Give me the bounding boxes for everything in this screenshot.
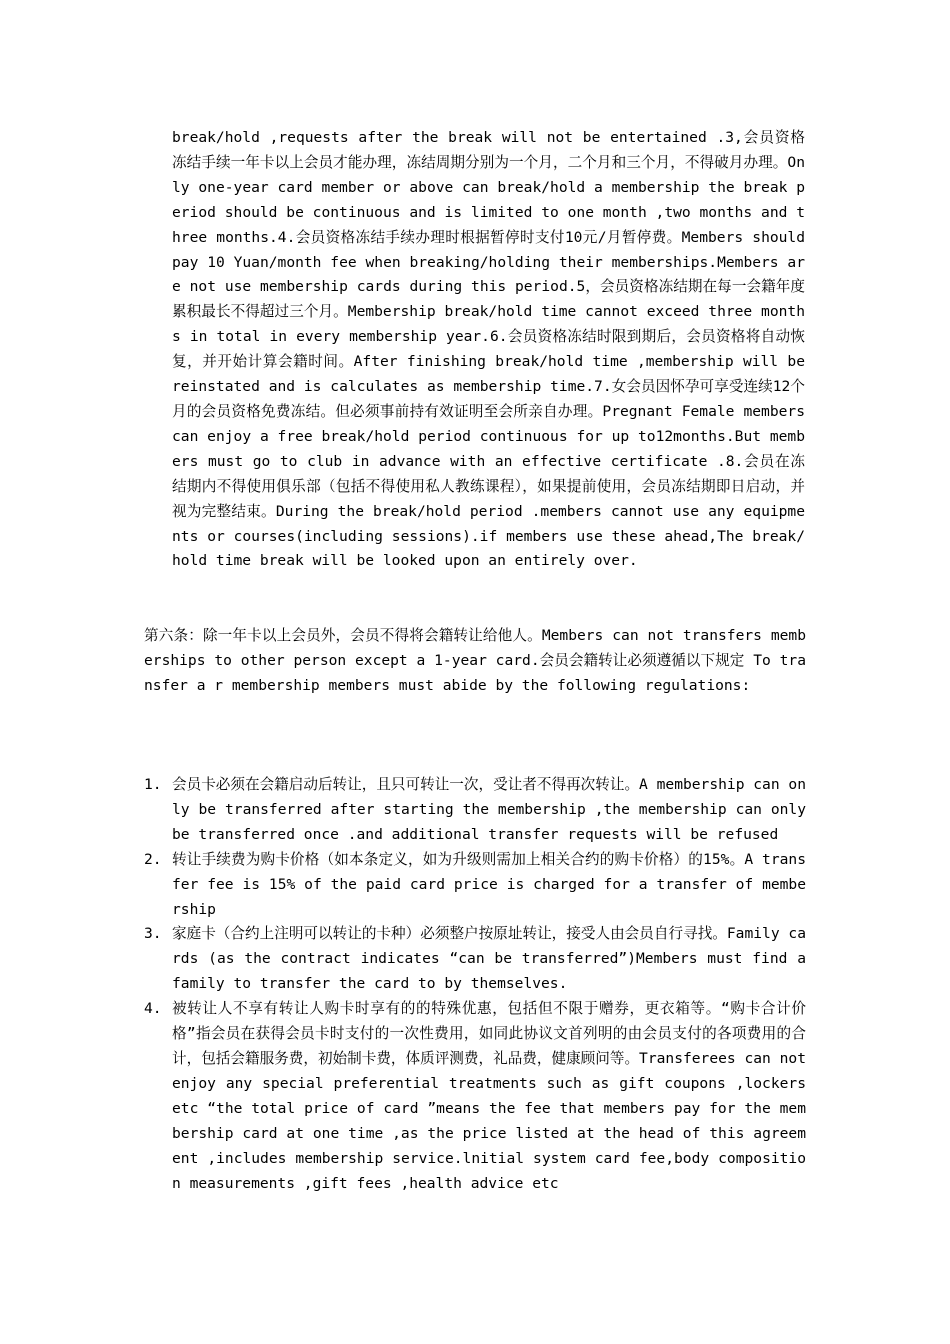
list-item-number: 3. xyxy=(144,925,162,943)
list-item-number: 4. xyxy=(144,1000,162,1018)
list-item-text: 被转让人不享有转让人购卡时享有的的特殊优惠，包括但不限于赠券，更衣箱等。“购卡合计价格”指会员在获得会员卡时支付的一次性费用，如同此协议文首列明的由会员支付的各项费用的合计，包括会籍服务费，初始制卡费，体质评测费，礼品费，健康顾问等。Transferees can not enjoy any special preferential treatments such as gift coupons ,lockers etc “the total price of card ”means the fee that members pay for the membership card at one time ,as the price listed at the head of this agreement ,includes membership service.lnitial system card fee,body composition measurements ,gift fees ,health advice etc xyxy=(172,1000,806,1192)
break-hold-rules-paragraph: break/hold ,requests after the break will not be entertained .3,会员资格冻结手续一年卡以上会员才能办理，冻结周期分别为一个月，二个月和三个月，不得破月办理。Only one-year card member or above can break/hold a membership the break period should be continuous and is limited to one month ,two months and three months.4.会员资格冻结手续办理时根据暂停时支付10元/月暂停费。Members should pay 10 Yuan/month fee when breaking/holding their memberships.Members are not use membership cards during this period.5，会员资格冻结期在每一会籍年度累积最长不得超过三个月。Membership break/hold time cannot exceed three months in total in every membership year.6.会员资格冻结时限到期后，会员资格将自动恢复，并开始计算会籍时间。After finishing break/hold time ,membership will be reinstated and is calculates as membership time.7.女会员因怀孕可享受连续12个月的会员资格免费冻结。但必须事前持有效证明至会所亲自办理。Pregnant Female members can enjoy a free break/hold period continuous for up to12months.But members must go to club in advance with an effective certificate .8.会员在冻结期内不得使用俱乐部（包括不得使用私人教练课程），如果提前使用，会员冻结期即日启动，并视为完整结束。During the break/hold period .members cannot use any equipments or courses(including sessions).if members use these ahead,The break/hold time break will be looked upon an entirely over. xyxy=(172,129,805,570)
transfer-regulation-item xyxy=(144,997,806,1196)
list-item-number: 2. xyxy=(144,850,162,868)
list-item-number: 1. xyxy=(144,776,162,793)
article-six-heading-paragraph: 第六条：除一年卡以上会员外，会员不得将会籍转让给他人。Members can not transfers memberships to other person except a 1-year card.会员会籍转让必须遵循以下规定 To transfer a r membership members must abide by the following regulations: xyxy=(144,627,806,694)
transfer-regulation-item xyxy=(144,848,806,923)
list-item-text: 会员卡必须在会籍启动后转让，且只可转让一次，受让者不得再次转让。A membership can only be transferred after starting the membership ,the membership can only be transferred once .and additional transfer requests will be refused xyxy=(172,776,806,843)
list-item-text: 家庭卡（合约上注明可以转让的卡种）必须整户按原址转让，接受人由会员自行寻找。Family cards (as the contract indicates “can be transferred”)Members must find a family to transfer the card to by themselves. xyxy=(172,925,806,993)
transfer-regulation-item xyxy=(144,922,806,997)
transfer-regulations-list xyxy=(144,773,806,1196)
transfer-regulation-item xyxy=(144,773,806,848)
list-item-text: 转让手续费为购卡价格（如本条定义，如为升级则需加上相关合约的购卡价格）的15%。A transfer fee is 15% of the paid card price is charged for a transfer of membership xyxy=(172,850,806,918)
